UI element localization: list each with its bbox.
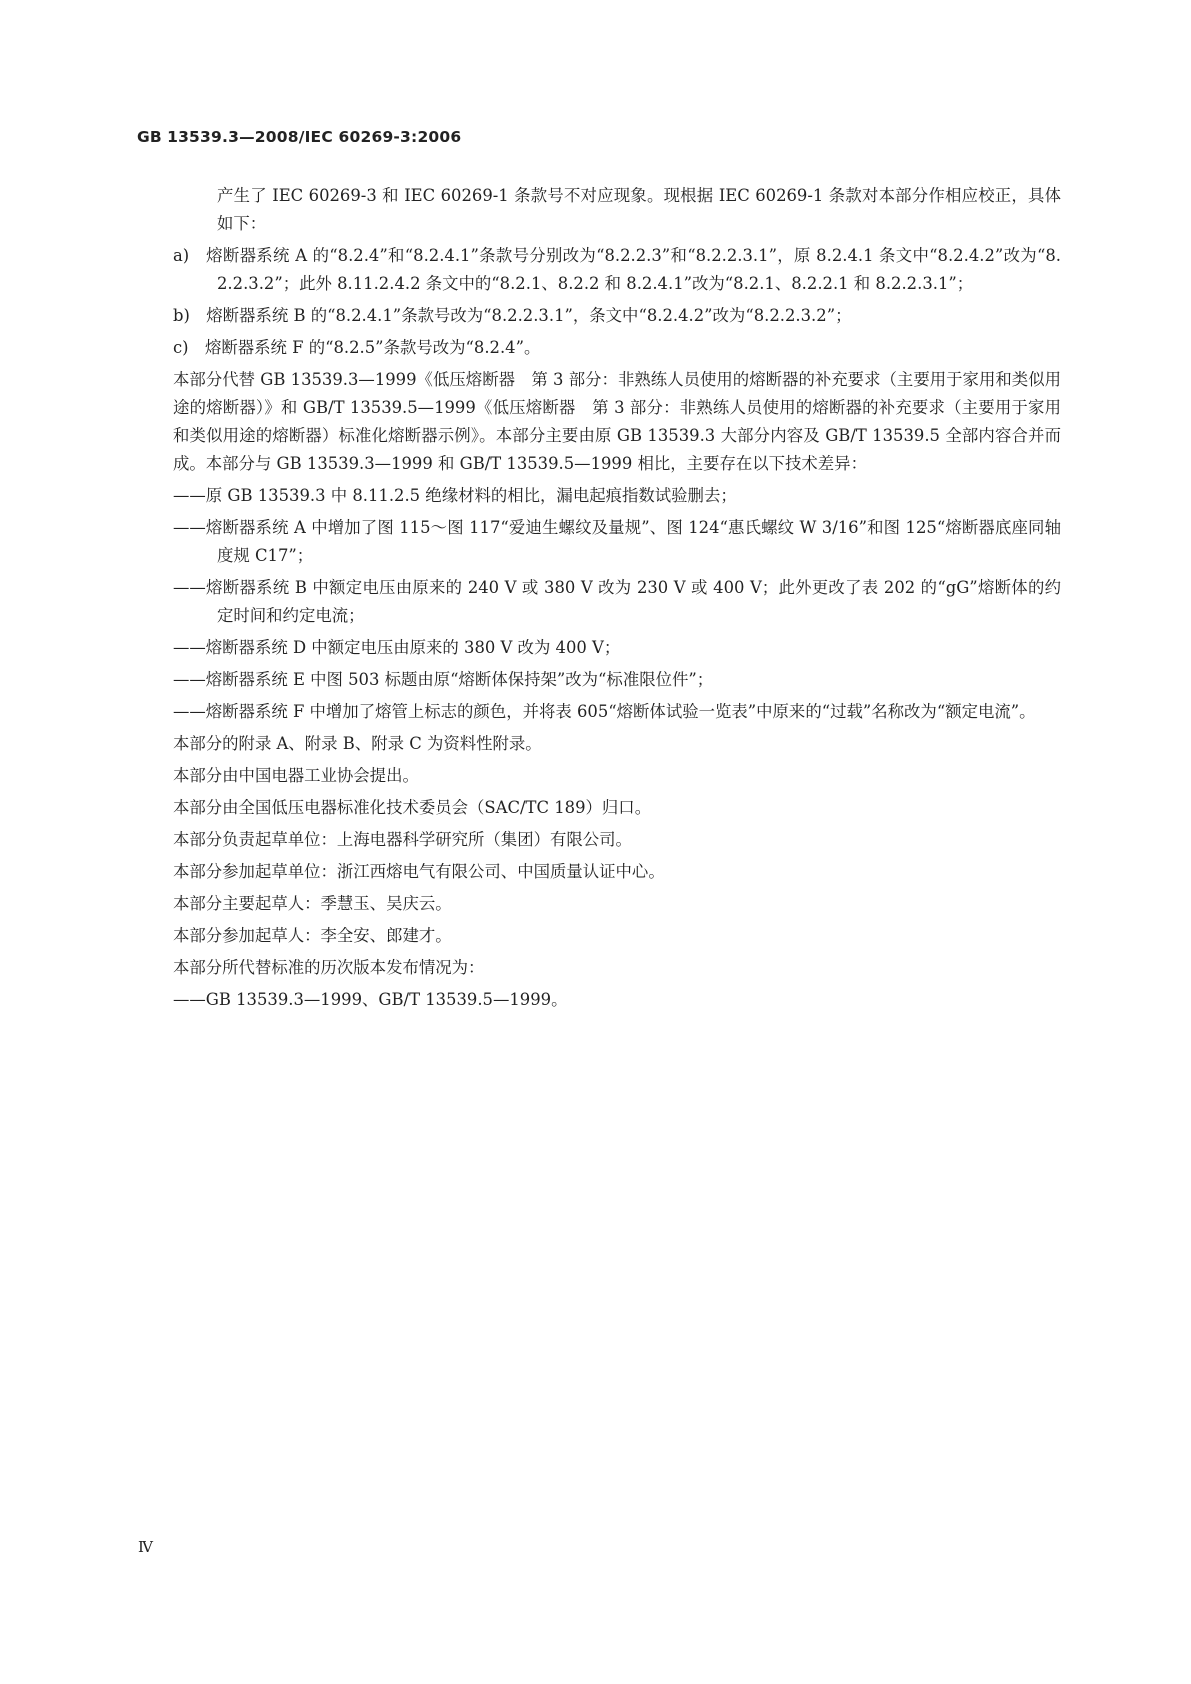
paragraph-indent: 本部分由中国电器工业协会提出。 [173, 766, 419, 785]
paragraph-dash: ——原 GB 13539.3 中 8.11.2.5 绝缘材料的相比，漏电起痕指数试验删去； [173, 486, 737, 505]
standard-header [137, 128, 461, 146]
paragraph-indent: 本部分负责起草单位：上海电器科学研究所（集团）有限公司。 [173, 830, 632, 849]
paragraph-dash: ——熔断器系统 B 中额定电压由原来的 240 V 或 380 V 改为 230 V 或 400 V；此外更改了表 202 的“gG”熔断体的约定时间和约定电流； [173, 578, 1061, 625]
paragraph-dash: ——熔断器系统 D 中额定电压由原来的 380 V 改为 400 V； [173, 638, 621, 657]
paragraph-dash: ——GB 13539.3—1999、GB/T 13539.5—1999。 [173, 990, 568, 1009]
paragraph-dash: ——熔断器系统 F 中增加了熔管上标志的颜色，并将表 605“熔断体试验一览表”中原来的“过载”名称改为“额定电流”。 [173, 702, 1036, 721]
paragraph-indent: 本部分由全国低压电器标准化技术委员会（SAC/TC 189）归口。 [173, 798, 652, 817]
header-prefix: GB [137, 128, 162, 146]
paragraph-dash: ——熔断器系统 E 中图 503 标题由原“熔断体保持架”改为“标准限位件”； [173, 670, 714, 689]
header-number: 13539.3—2008/ [167, 128, 305, 146]
paragraph-list: a) 熔断器系统 A 的“8.2.4”和“8.2.4.1”条款号分别改为“8.2.2.3”和“8.2.2.3.1”，原 8.2.4.1 条文中“8.2.4.2”改为“8.2.2.3.2”；此外 8.11.2.4.2 条文中的“8.2.1、8.2.2 和 8.2.4.1”改为“8.2.1、8.2.2.1 和 8.2.2.3.1”； [173, 246, 1061, 293]
paragraph-cont: 产生了 IEC 60269-3 和 IEC 60269-1 条款号不对应现象。现根据 IEC 60269-1 条款对本部分作相应校正，具体如下： [217, 186, 1061, 233]
header-iec: IEC 60269-3:2006 [304, 128, 462, 146]
paragraph-indent: 本部分所代替标准的历次版本发布情况为： [173, 958, 485, 977]
paragraph-indent: 本部分参加起草单位：浙江西熔电气有限公司、中国质量认证中心。 [173, 862, 665, 881]
document-body [173, 182, 1061, 1018]
paragraph-list: b) 熔断器系统 B 的“8.2.4.1”条款号改为“8.2.2.3.1”，条文中“8.2.4.2”改为“8.2.2.3.2”； [173, 306, 852, 325]
paragraph-indent: 本部分代替 GB 13539.3—1999《低压熔断器 第 3 部分：非熟练人员使用的熔断器的补充要求（主要用于家用和类似用途的熔断器）》和 GB/T 13539.5—1999《低压熔断器 第 3 部分：非熟练人员使用的熔断器的补充要求（主要用于家用和类似用途的熔断器）标准化熔断器示例》。本部分主要由原 GB 13539.3 大部分内容及 GB/T 13539.5 全部内容合并而成。本部分与 GB 13539.3—1999 和 GB/T 13539.5—1999 相比，主要存在以下技术差异： [173, 370, 1061, 473]
paragraph-dash: ——熔断器系统 A 中增加了图 115～图 117“爱迪生螺纹及量规”、图 124“惠氏螺纹 W 3/16”和图 125“熔断器底座同轴度规 C17”； [173, 518, 1061, 565]
paragraph-indent: 本部分主要起草人：季慧玉、吴庆云。 [173, 894, 452, 913]
paragraph-indent: 本部分参加起草人：李全安、郎建才。 [173, 926, 452, 945]
paragraph-list: c) 熔断器系统 F 的“8.2.5”条款号改为“8.2.4”。 [173, 338, 541, 357]
page-number: Ⅳ [138, 1538, 153, 1556]
paragraph-indent: 本部分的附录 A、附录 B、附录 C 为资料性附录。 [173, 734, 542, 753]
